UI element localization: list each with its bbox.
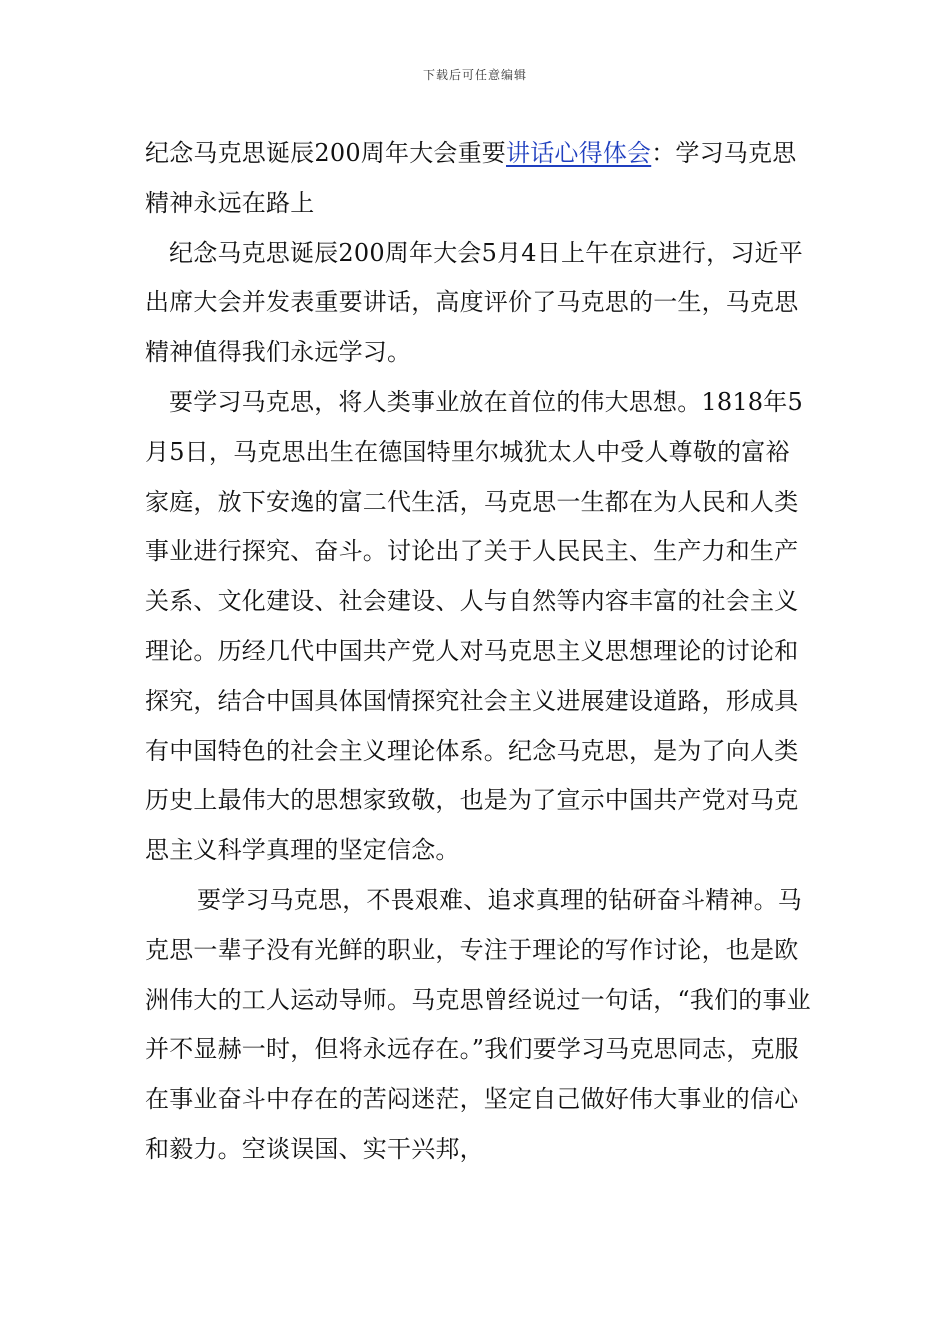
paragraph-3: 要学习马克思，不畏艰难、追求真理的钻研奋斗精神。马克思一辈子没有光鲜的职业，专注于理论的写作讨论，也是欧洲伟大的工人运动导师。马克思曾经说过一句话，“我们的事业并不显赫一时，但将永远存在。”我们要学习马克思同志，克服在事业奋斗中存在的苦闷迷茫，坚定自己做好伟大事业的信心和毅力。空谈误国、实干兴邦， [145,885,811,1163]
paragraph-2: 要学习马克思，将人类事业放在首位的伟大思想。1818年5月5日，马克思出生在德国特里尔城犹太人中受人尊敬的富裕家庭，放下安逸的富二代生活，马克思一生都在为人民和人类事业进行探究、奋斗。讨论出了关于人民民主、生产力和生产关系、文化建设、社会建设、人与自然等内容丰富的社会主义理论。历经几代中国共产党人对马克思主义思想理论的讨论和探究，结合中国具体国情探究社会主义进展建设道路，形成具有中国特色的社会主义理论体系。纪念马克思，是为了向人类历史上最伟大的思想家致敬，也是为了宣示中国共产党对马克思主义科学真理的坚定信念。 [145,387,803,865]
article-title [145,129,813,229]
paragraph-1: 纪念马克思诞辰200周年大会5月4日上午在京进行，习近平出席大会并发表重要讲话，高度评价了马克思的一生，马克思精神值得我们永远学习。 [145,238,803,367]
title-suffix: ：学习马克思精神永远在路上 [145,139,797,217]
article-body [145,129,813,1175]
title-prefix: 纪念马克思诞辰200周年大会重要 [145,139,507,167]
header-note: 下载后可任意编辑 [422,68,527,82]
title-link[interactable]: 讲话心得体会 [506,139,652,167]
